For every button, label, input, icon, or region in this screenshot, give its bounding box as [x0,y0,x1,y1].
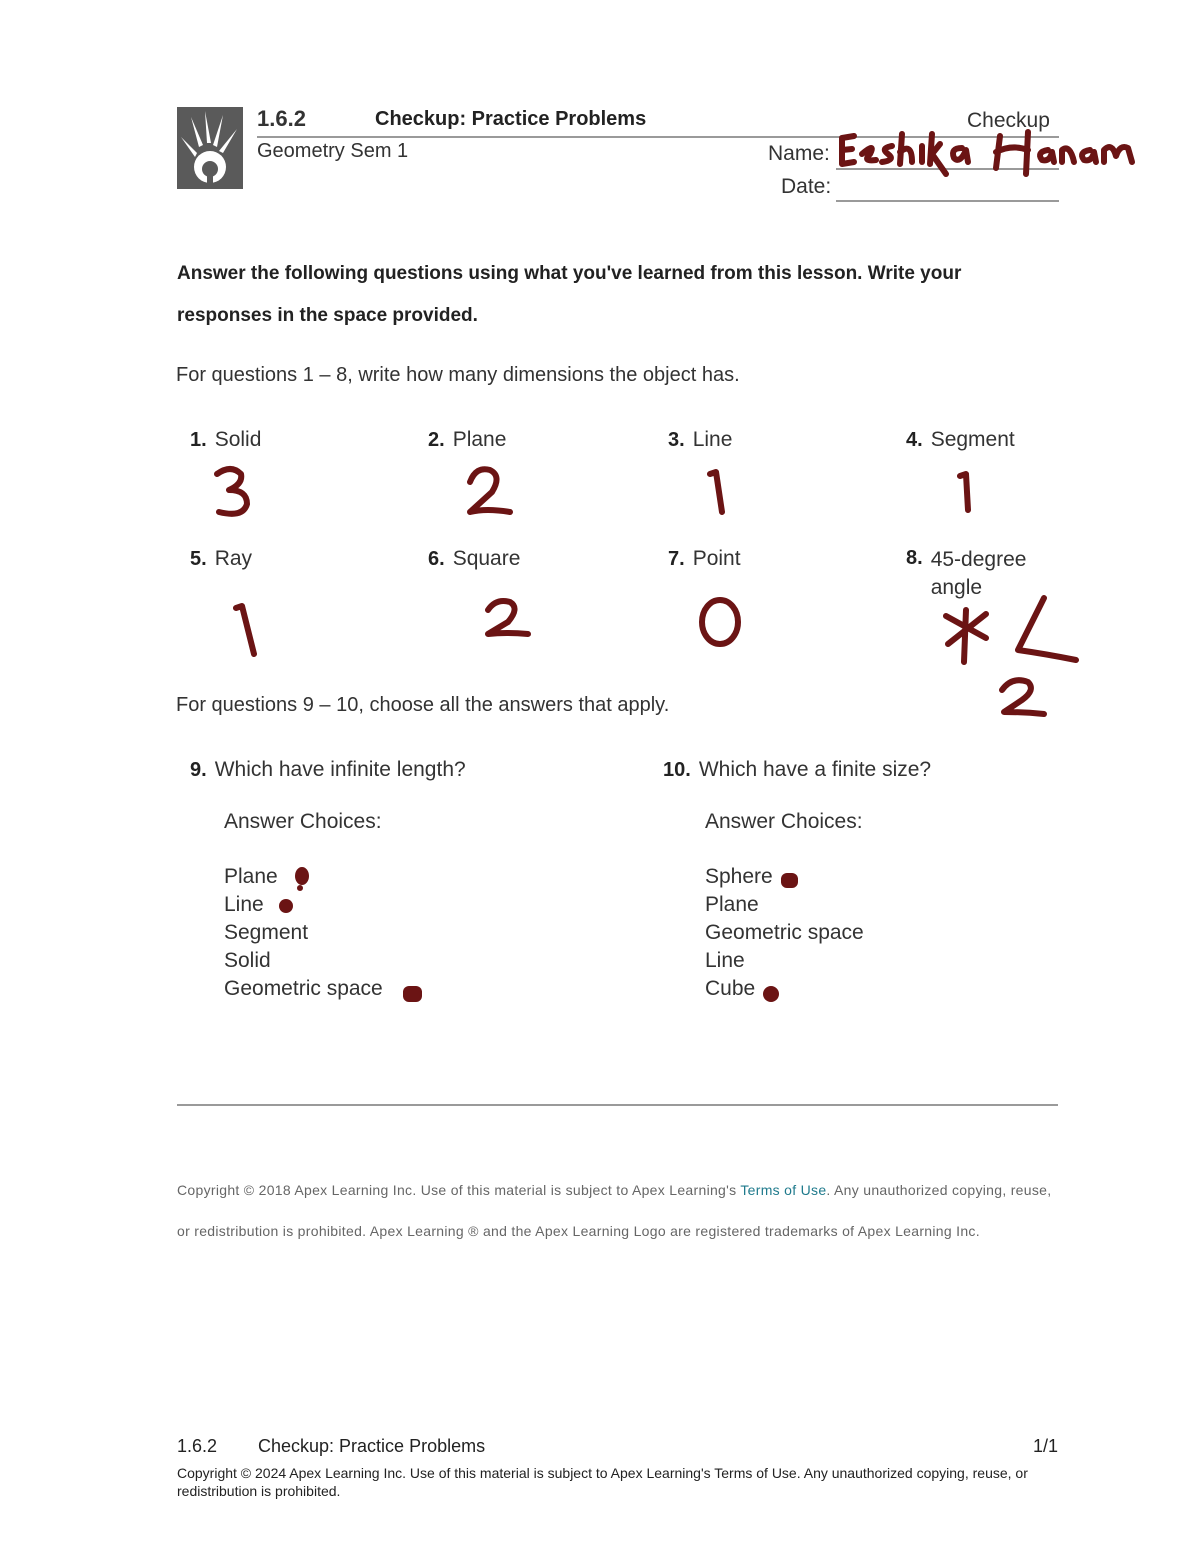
question-number: 4. [906,429,923,451]
handwritten-answer-3 [700,462,740,522]
footer-rule [177,1104,1058,1106]
footer-lesson-title: Checkup: Practice Problems [258,1436,486,1456]
apex-learning-logo-icon [177,107,243,189]
handwritten-answer-7 [694,594,748,652]
choice-solid[interactable]: Solid [224,949,271,972]
question-label: Plane [452,428,507,451]
date-label: Date: [781,175,832,198]
question-label: 45-degree angle [930,548,1027,599]
answer-choices-list [705,863,931,1003]
choice-plane[interactable]: Plane [224,865,278,888]
question-number: 7. [668,548,685,570]
choice-cube[interactable]: Cube [705,977,756,1000]
question-label: Ray [214,547,253,570]
question-text: Which have a finite size? [698,758,932,781]
date-field[interactable] [836,200,1059,202]
question-5 [190,547,252,571]
handwritten-answer-1 [205,462,265,522]
handwritten-answer-8 [936,592,1086,722]
lesson-number: 1.6.2 [257,106,306,131]
answer-choices-title: Answer Choices: [705,810,863,833]
question-number: 10. [663,759,691,781]
answer-choices-title: Answer Choices: [224,810,382,833]
question-label: Square [452,547,521,570]
section2-prompt: For questions 9 – 10, choose all the answers that apply. [176,694,670,716]
question-number: 1. [190,429,207,451]
choice-geometric-space[interactable]: Geometric space [224,977,383,1000]
question-number: 3. [668,429,685,451]
selection-mark-line [276,897,296,915]
question-2 [428,428,506,452]
copyright-notice [177,1170,1067,1252]
question-7 [668,547,741,571]
selection-mark-sphere [778,870,802,892]
answer-choices-list [224,863,466,1003]
question-number: 2. [428,429,445,451]
copyright-text: Copyright © 2018 Apex Learning Inc. Use of this material is subject to Apex Learning's [177,1182,741,1198]
choice-geometric-space[interactable]: Geometric space [705,921,864,944]
question-label: Segment [930,428,1015,451]
selection-mark-cube [760,983,784,1005]
instructions: Answer the following questions using what you've learned from this lesson. Write your responses in the space provided. [177,263,962,326]
question-label: Point [692,547,741,570]
selection-mark-plane [292,866,312,892]
name-label: Name: [768,142,830,165]
document-type: Checkup [967,109,1050,132]
handwritten-answer-2 [458,462,522,522]
choice-line[interactable]: Line [224,893,264,916]
choice-plane[interactable]: Plane [705,893,759,916]
question-9 [190,758,466,1003]
footer-copyright: Copyright © 2024 Apex Learning Inc. Use of this material is subject to Apex Learning's Terms of Use. Any unauthorized copying, reuse, or redistribution is prohibited. [177,1465,1028,1499]
course-name: Geometry Sem 1 [257,140,409,162]
selection-mark-geometric-space [400,983,426,1005]
handwritten-answer-4 [948,464,988,520]
question-4 [906,428,1015,452]
question-label: Solid [214,428,262,451]
question-6 [428,547,520,571]
handwritten-signature [836,128,1152,182]
question-number: 5. [190,548,207,570]
page-number: 1/1 [1033,1436,1059,1456]
choice-sphere[interactable]: Sphere [705,865,773,888]
lesson-title: Checkup: Practice Problems [375,108,647,130]
question-text: Which have infinite length? [214,758,466,781]
question-number: 8. [906,547,923,569]
footer-lesson-number: 1.6.2 [177,1436,218,1456]
question-number: 6. [428,548,445,570]
question-3 [668,428,732,452]
handwritten-answer-5 [226,596,266,662]
section1-prompt: For questions 1 – 8, write how many dimensions the object has. [176,364,740,386]
copyright-text-continued: . Any unauthorized copying, reuse, or redistribution is prohibited. Apex Learning ® and the Apex Learning Logo are registered trademarks of Apex Learning Inc. [177,1182,1052,1239]
choice-segment[interactable]: Segment [224,921,309,944]
choice-line[interactable]: Line [705,949,745,972]
question-number: 9. [190,759,207,781]
question-1 [190,428,261,452]
handwritten-answer-6 [478,594,538,644]
question-label: Line [692,428,733,451]
terms-of-use-link[interactable]: Terms of Use [740,1182,827,1198]
